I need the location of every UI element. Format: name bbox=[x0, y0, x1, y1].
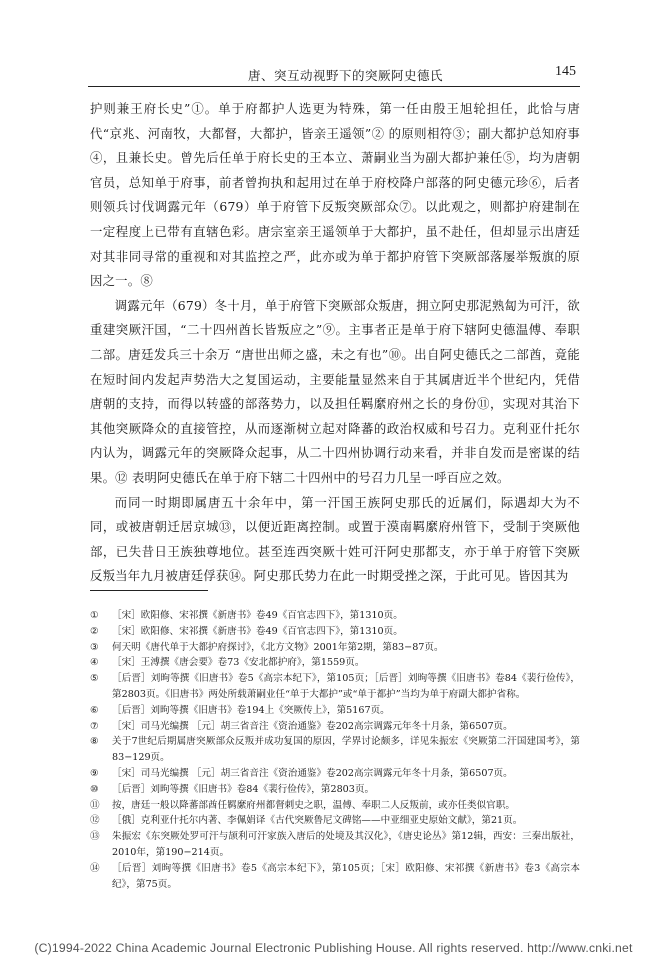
footnote-divider bbox=[90, 590, 208, 591]
footnote-text: ［后晋］刘昫等撰《旧唐书》卷194上《突厥传上》，第5167页。 bbox=[112, 704, 390, 716]
footnote-mark: ⑦ bbox=[90, 720, 99, 732]
footnote-text: ［宋］司马光编撰 ［元］胡三省音注《资治通鉴》卷202高宗调露元年冬十月条，第6507页。 bbox=[112, 720, 513, 732]
page-number: 145 bbox=[555, 64, 576, 79]
footnote-mark: ⑭ bbox=[90, 862, 100, 874]
footnote-mark: ② bbox=[90, 625, 99, 637]
footnote-mark: ⑩ bbox=[90, 783, 99, 795]
footnote-text: ［后晋］刘昫等撰《旧唐书》卷84《裴行俭传》，第2803页。 bbox=[112, 783, 375, 795]
footnote bbox=[90, 813, 580, 829]
footnote-mark: ⑫ bbox=[90, 815, 100, 827]
footnote bbox=[90, 624, 580, 640]
footnote bbox=[90, 829, 580, 861]
footnote-mark: ⑪ bbox=[90, 799, 100, 811]
footnote-text: ［宋］王溥撰《唐会要》卷73《安北都护府》，第1559页。 bbox=[112, 657, 365, 669]
body-text bbox=[90, 97, 580, 589]
running-header bbox=[88, 64, 580, 87]
footnote-mark: ④ bbox=[90, 657, 99, 669]
footnote-mark: ⑥ bbox=[90, 704, 99, 716]
footnotes bbox=[90, 608, 580, 892]
paragraph-3: 而同一时期即属唐五十余年中，第一汗国王族阿史那氏的近属们，际遇却大为不同，或被唐朝迁居京城⑬，以便近距离控制。或置于漠南羁縻府州管下，受制于突厥他部，已失昔日王族独尊地位。甚至连西突厥十姓可汗阿史那都支，亦于单于府管下突厥反叛当年九月被唐廷俘获⑭。阿史那氏势力在此一时期受挫之深，于此可见。皆因其为 bbox=[90, 494, 580, 584]
footnote bbox=[90, 703, 580, 719]
running-title: 唐、突互动视野下的突厥阿史德氏 bbox=[248, 68, 444, 83]
footnote-mark: ③ bbox=[90, 641, 99, 653]
footnote bbox=[90, 640, 580, 656]
footnote-text: ［宋］司马光编撰 ［元］胡三省音注《资治通鉴》卷202高宗调露元年冬十月条，第6507页。 bbox=[112, 767, 513, 779]
footnote bbox=[90, 766, 580, 782]
footnote-text: 按，唐廷一般以降蕃部酋任羁縻府州都督刺史之职，温傅、奉职二人反叛前，或亦任类似官职。 bbox=[112, 799, 515, 811]
paragraph-1: 护则兼王府长史”①。单于府都护人选更为特殊，第一任由殷王旭轮担任，此恰与唐代“京兆、河南牧，大都督，大都护，皆亲王遥领”② 的原则相符③；副大都护总知府事④，且兼长史。曾先后任单于府长史的王本立、萧嗣业当为副大都护兼任⑤，均为唐朝官员，总知单于府事，前者曾拘执和起用过在单于府校降户部落的阿史德元珍⑥，后者则领兵讨伐调露元年（679）单于府管下反叛突厥部众⑦。以此观之，则都护府建制在一定程度上已带有直辖色彩。唐宗室亲王遥领单于大都护，虽不赴任，但却显示出唐廷对其非同寻常的重视和对其监控之严，此亦或为单于都护府管下突厥部落屡举叛旗的原因之一。⑧ bbox=[90, 101, 580, 289]
footnote-text: ［宋］欧阳修、宋祁撰《新唐书》卷49《百官志四下》，第1310页。 bbox=[112, 610, 403, 621]
footnote-mark: ⑬ bbox=[90, 831, 100, 843]
footnote-mark: ⑤ bbox=[90, 673, 99, 685]
footnote bbox=[90, 719, 580, 735]
footnote-text: ［俄］克利亚什托尔内著、李佩娟译《古代突厥鲁尼文碑铭——中亚细亚史原始文献》，第21页。 bbox=[112, 815, 523, 827]
footnote-mark: ① bbox=[90, 610, 99, 621]
footnote bbox=[90, 782, 580, 798]
footnote bbox=[90, 734, 580, 766]
footnote bbox=[90, 608, 580, 624]
footnote bbox=[90, 798, 580, 814]
footnote-text: 何天明《唐代单于大都护府探讨》，《北方文物》2001年第2期，第83−87页。 bbox=[112, 641, 444, 653]
footnote-text: ［后晋］刘昫等撰《旧唐书》卷5《高宗本纪下》，第105页；［宋］欧阳修、宋祁撰《新唐书》卷3《高宗本纪》，第75页。 bbox=[112, 862, 580, 890]
footnote-mark: ⑨ bbox=[90, 767, 99, 779]
footnote-text: ［宋］欧阳修、宋祁撰《新唐书》卷49《百官志四下》，第1310页。 bbox=[112, 625, 403, 637]
footnote-text: ［后晋］刘昫等撰《旧唐书》卷5《高宗本纪下》，第105页；［后晋］刘昫等撰《旧唐书》卷84《裴行俭传》，第2803页。《旧唐书》两处所载萧嗣业任“单于大都护”或“单于都护”当均为单于府副大都护省称。 bbox=[112, 673, 580, 700]
footnote bbox=[90, 671, 580, 703]
footnote bbox=[90, 861, 580, 893]
footnote-text: 朱振宏《东突厥处罗可汗与颉利可汗家族入唐后的处境及其汉化》，《唐史论丛》第12辑，西安：三秦出版社，2010年，第190−214页。 bbox=[112, 831, 580, 858]
copyright-footer: (C)1994-2022 China Academic Journal Electronic Publishing House. All rights reserved. http://www.cnki.net bbox=[34, 941, 633, 955]
paragraph-2: 调露元年（679）冬十月，单于府管下突厥部众叛唐，拥立阿史那泥熟匐为可汗，欲重建突厥汗国，“二十四州酋长皆叛应之”⑨。主事者正是单于府下辖阿史德温傅、奉职二部。唐廷发兵三十余万 “唐世出师之盛，未之有也”⑩。出自阿史德氏之二部酋，竟能在短时间内发起声势浩大之复国运动，主要能量显然来自于其属唐近半个世纪内，凭借唐朝的支持，而得以转盛的部落势力，以及担任羁縻府州之长的身份⑪，实现对其治下其他突厥降众的直接管控，从而逐渐树立起对降蕃的政治权威和号召力。克利亚什托尔内认为，调露元年的突厥降众起事，从二十四州协调行动来看，并非自发而是密谋的结果。⑫ 表明阿史德氏在单于府下辖二十四州中的号召力几呈一呼百应之效。 bbox=[90, 297, 580, 485]
footnote-mark: ⑧ bbox=[90, 736, 99, 748]
footnote-text: 关于7世纪后期属唐突厥部众反叛并成功复国的原因，学界讨论颇多，详见朱振宏《突厥第二汗国建国考》，第83−129页。 bbox=[112, 736, 580, 764]
footnote bbox=[90, 655, 580, 671]
